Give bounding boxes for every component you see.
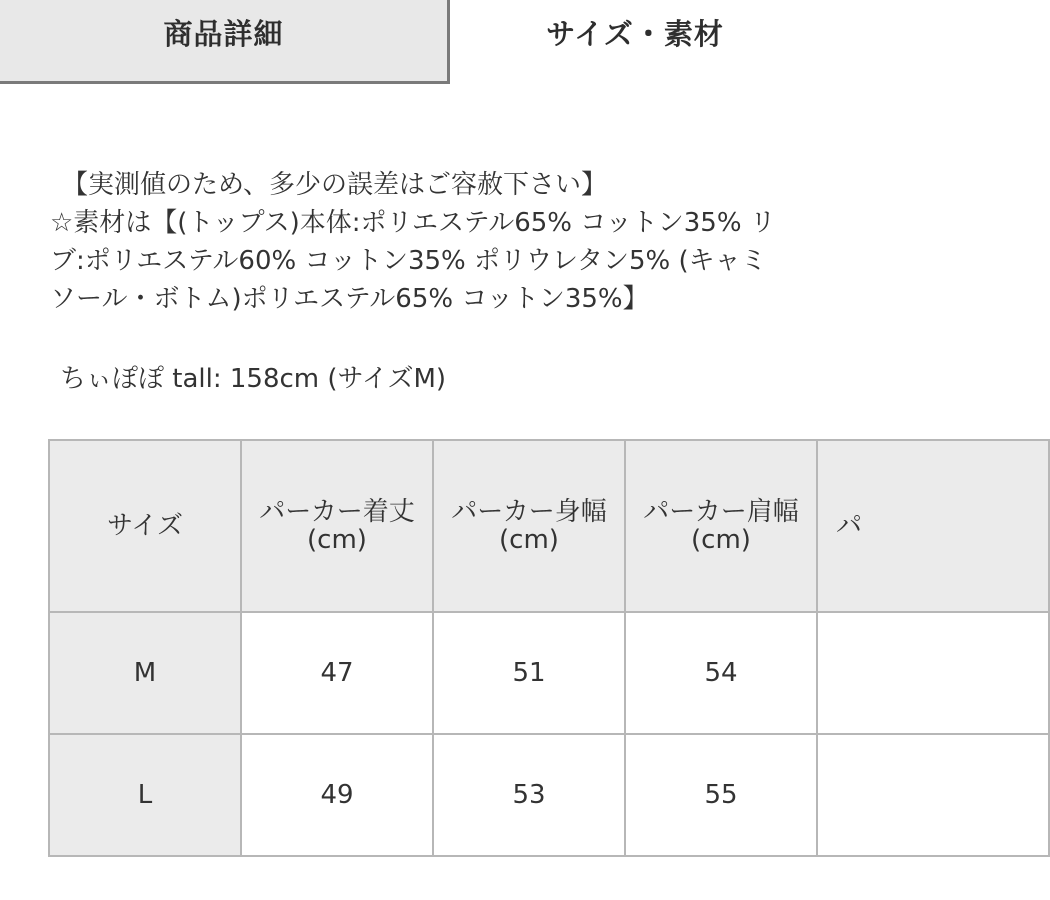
material-line-1: ☆素材は【(トップス)本体:ポリエステル65% コットン35% リ xyxy=(50,208,776,238)
table-cell: 49 xyxy=(241,734,433,856)
tab-product-details-label: 商品詳細 xyxy=(163,17,284,51)
table-cell: 54 xyxy=(625,612,817,734)
measurement-note: 【実測値のため、多少の誤差はご容赦下さい】 xyxy=(62,170,607,200)
table-cell: 55 xyxy=(625,734,817,856)
material-line-2: ブ:ポリエステル60% コットン35% ポリウレタン5% (キャミ xyxy=(50,246,767,276)
table-header-row xyxy=(49,440,1049,612)
size-table xyxy=(48,439,1050,857)
table-cell: 51 xyxy=(433,612,625,734)
description-text xyxy=(50,166,850,318)
tab-size-material[interactable] xyxy=(450,0,900,84)
table-cell: 47 xyxy=(241,612,433,734)
header-hoodie-width: パーカー身幅 (cm) xyxy=(433,440,625,612)
material-line-3: ソール・ボトム)ポリエステル65% コットン35%】 xyxy=(50,284,649,314)
tab-product-details[interactable] xyxy=(0,0,450,84)
table-cell xyxy=(817,734,1049,856)
model-info: ちぃぽぽ tall: 158cm (サイズM) xyxy=(60,364,447,394)
tab-bar xyxy=(0,0,900,84)
header-hoodie-next: パ xyxy=(817,440,1049,612)
table-cell xyxy=(817,612,1049,734)
row-size-label: L xyxy=(49,734,241,856)
table-row xyxy=(49,612,1049,734)
table-cell: 53 xyxy=(433,734,625,856)
tab-size-material-label: サイズ・素材 xyxy=(546,17,724,51)
header-size: サイズ xyxy=(49,440,241,612)
table-row xyxy=(49,734,1049,856)
row-size-label: M xyxy=(49,612,241,734)
size-table-container xyxy=(48,439,863,859)
header-hoodie-shoulder: パーカー肩幅 (cm) xyxy=(625,440,817,612)
header-hoodie-length: パーカー着丈 (cm) xyxy=(241,440,433,612)
